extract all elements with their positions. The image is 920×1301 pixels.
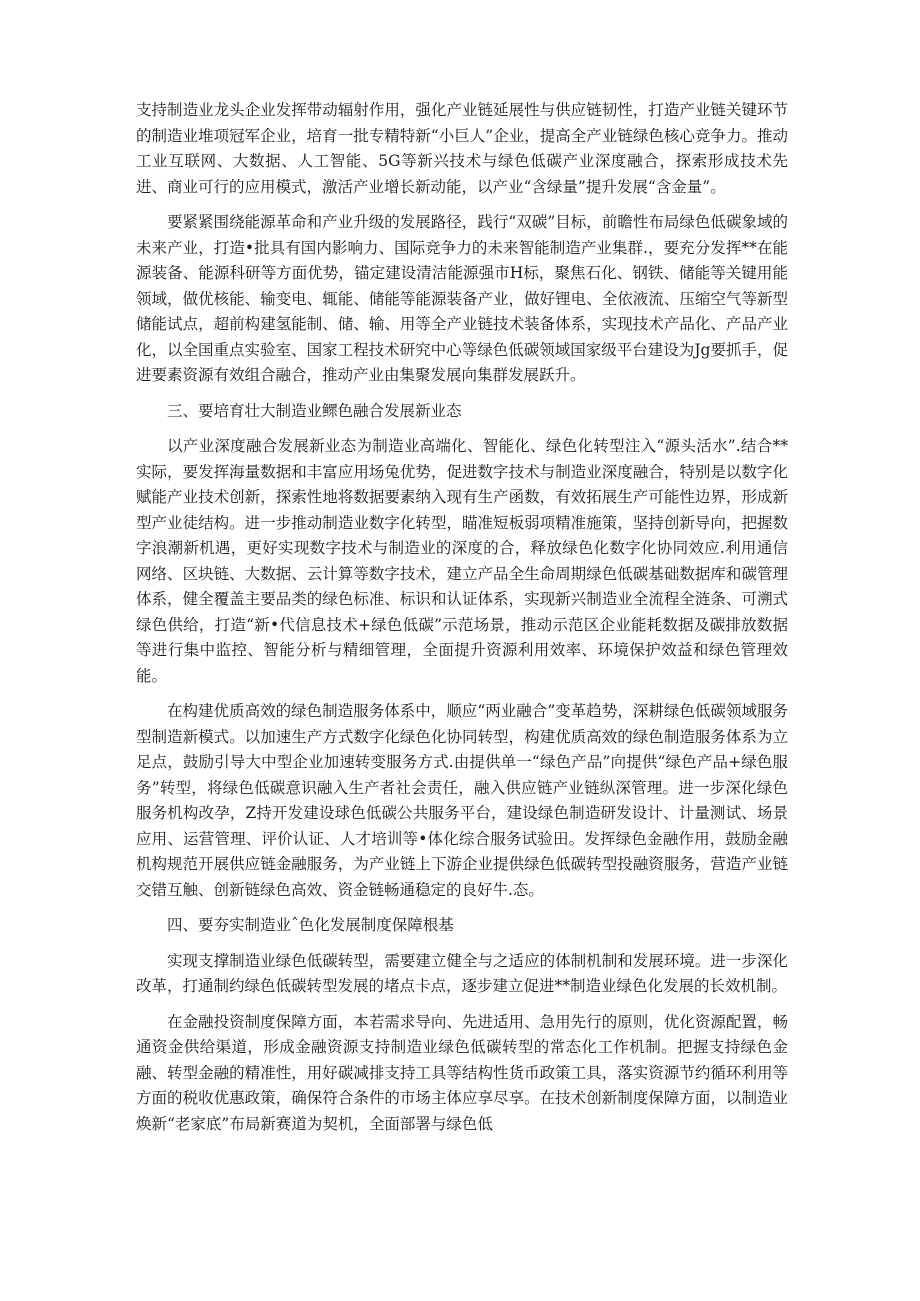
paragraph-3: 以产业深度融合发展新业态为制造业高端化、智能化、绿色化转型注入“源头活水”.结合**实际，要发挥海量数据和丰富应用场兔优势，促进数字技术与制造业深度融合，特别是以数字化赋能产业技术创新，探索性地将数据要素纳入现有生产函数，有效拓展生产可能性边界，形成新型产业徒结构。进一步推动制造业数字化转型，瞄准短板弱项精准施策，坚持创新导向，把握数字浪潮新机遇，更好实现数字技术与制造业的深度的合，释放绿色化数字化协同效应.利用通信网络、区块链、大数据、云计算等数字技术，建立产品全生命周期绿色低碳基础数据库和碳管理体系，健全覆盖主要品类的绿色标准、标识和认证体系，实现新兴制造业全流程全涟条、可溯式绿色供给，打造“新•代信息技术+绿色低碳”示范场景，推动示范区企业能耗数据及碳排放数据等进行集中监控、智能分析与精细管理，全面提升资源利用效率、环境保护效益和绿色管理效能。 — [136, 437, 788, 685]
paragraph-6: 在金融投资制度保障方面，本若需求导向、先进适用、急用先行的原则，优化资源配置，畅通资金供给渠道，形成金融资源支持制造业绿色低碳转型的常态化工作机制。把握支持绿色金融、转型金融的精准性，用好碳减排支持工具等结构性货币政策工具，落实资源节约循环利用等方面的税收优惠政策，确保符合条件的市场主体应享尽享。在技术创新制度保障方面，以制造业焕新“老家底”布局新赛道为契机，全面部署与绿色低 — [136, 1012, 788, 1133]
paragraph-2: 要紧紧围绕能源革命和产业升级的发展路径，践行“双碳”目标，前瞻性布局绿色低碳象域的未来产业，打造•批具有国内影响力、国际竞争力的未来智能制造产业集群.，要充分发挥**在能源装备、能源科研等方面优势，锚定建设清洁能源强市H标，聚焦石化、钢铁、储能等关键用能领域，做优核能、输变电、辄能、储能等能源装备产业，做好锂电、全依液流、压缩空气等新型储能试点，超前构建氢能制、储、输、用等全产业链技术装备体系，实现技术产品化、产品产业化，以全国重点实验室、国家工程技术研究中心等绿色低碳领域国家级平台建设为Jg要抓手，促进要素资源有效组合融合，推动产业由集聚发展向集群发展跃升。 — [136, 213, 788, 384]
section-heading-4: 四、要夯实制造业ˆ色化发展制度保障根基 — [167, 916, 454, 934]
paragraph-4: 在构建优质高效的绿色制造服务体系中，顺应“两业融合”变革趋势，深耕绿色低碳领域服务型制造新模式。以加速生产方式数字化绿色化协同转型，构建优质高效的绿色制造服务体系为立足点，鼓励引导大中型企业加速转变服务方式.由提供单一“绿色产品”向提供“绿色产品+绿色服务”转型，将绿色低碳意识融入生产者社会责任，融入供应链产业链纵深管理。进一步深化绿色服务机构改孕，Z持开发建设球色低碳公共服务平台，建设绿色制造研发设计、计量测试、场景应用、运营管理、评价认证、人才培训等•体化综合服务试验田。发挥绿色金融作用，鼓励金融机构规范开展供应链金融服务，为产业链上下游企业提供绿色低碳转型投融资服务，营造产业链交错互触、创新链绿色高效、资金链畅通稳定的良好牛.态。 — [136, 702, 788, 899]
section-heading-3: 三、要培育壮大制造业鳏色融合发展新业态 — [167, 401, 462, 420]
document-body — [136, 98, 788, 1147]
paragraph-5: 实现支撑制造业绿色低碳转型，需要建立健全与之适应的体制机制和发展环境。进一步深化改革，打通制约绿色低碳转型发展的堵点卡点，逐步建立促进**制造业绿色化发展的长效机制。 — [136, 951, 788, 995]
paragraph-1: 支持制造业龙头企业发挥带动辐射作用，强化产业链延展性与供应链韧性，打造产业链关键环节的制造业堆项冠军企业，培育一批专精特新“小巨人”企业，提高全产业链绿色核心竞争力。推动工业互联网、大数据、人工智能、5G等新兴技术与绿色低碳产业深度融合，探索形成技术先进、商业可行的应用模式，激活产业增长新动能，以产业“含绿量”提升发展“含金量”。 — [136, 101, 788, 196]
